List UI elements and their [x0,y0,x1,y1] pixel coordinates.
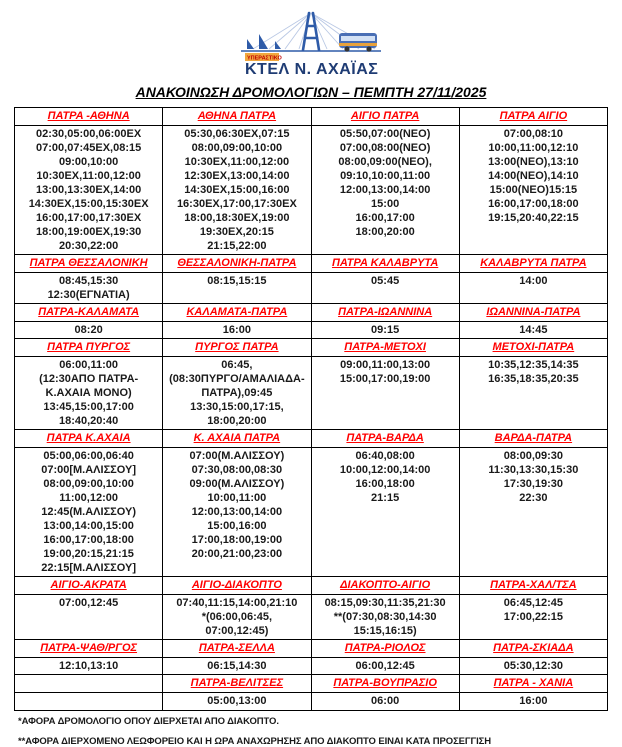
times-cell: 06:00 [311,693,459,711]
table-row [15,675,608,693]
table-row [15,255,608,273]
times-cell: 10:35,12:35,14:35 16:35,18:35,20:35 [459,357,607,430]
route-header-cell: ΑΙΓΙΟ-ΔΙΑΚΟΠΤΟ [163,577,311,595]
schedule-table-body [15,108,608,711]
footnotes [18,716,622,747]
route-header-cell: ΚΑΛΑΒΡΥΤΑ ΠΑΤΡΑ [459,255,607,273]
times-cell: 05:45 [311,273,459,304]
times-cell: 06:45,12:45 17:00,22:15 [459,595,607,640]
times-cell: 05:30,12:30 [459,658,607,675]
schedule-table [14,107,608,711]
times-cell: 02:30,05:00,06:00ΕΧ 07:00,07:45ΕΧ,08:15 09:00,10:00 10:30ΕΧ,11:00,12:00 13:00,13:30ΕΧ,14:00 14:30ΕΧ,15:00,15:30ΕΧ 16:00,17:00,17:30ΕΧ 18:00,19:00ΕΧ,19:30 20:30,22:00 [15,126,163,255]
route-header-cell: ΒΑΡΔΑ-ΠΑΤΡΑ [459,430,607,448]
times-cell: 07:00(Μ.ΑΛΙΣΣΟΥ) 07:30,08:00,08:30 09:00(Μ.ΑΛΙΣΣΟΥ) 10:00,11:00 12:00,13:00,14:00 15:00,16:00 17:00,18:00,19:00 20:00,21:00,23:00 [163,448,311,577]
route-header-cell: ΠΥΡΓΟΣ ΠΑΤΡΑ [163,339,311,357]
times-cell: 06:45, (08:30ΠΥΡΓΟ/ΑΜΑΛΙΑΔΑ- ΠΑΤΡΑ),09:45 13:30,15:00,17:15, 18:00,20:00 [163,357,311,430]
table-row [15,693,608,711]
route-header-cell: ΙΩΑΝΝΙΝΑ-ΠΑΤΡΑ [459,304,607,322]
times-cell: 06:15,14:30 [163,658,311,675]
times-cell: 05:00,13:00 [163,693,311,711]
route-header-cell: ΑΙΓΙΟ-ΑΚΡΑΤΑ [15,577,163,595]
table-row [15,322,608,339]
empty-cell [15,675,163,693]
table-row [15,430,608,448]
route-header-cell: ΠΑΤΡΑ ΠΥΡΓΟΣ [15,339,163,357]
times-cell: 16:00 [163,322,311,339]
times-cell: 12:10,13:10 [15,658,163,675]
route-header-cell: ΠΑΤΡΑ -ΑΘΗΝΑ [15,108,163,126]
times-cell: 07:00,08:10 10:00,11:00,12:10 13:00(ΝΕΟ),13:10 14:00(ΝΕΟ),14:10 15:00(ΝΕΟ)15:15 16:00,17:00,18:00 19:15,20:40,22:15 [459,126,607,255]
table-row [15,357,608,430]
table-row [15,658,608,675]
route-header-cell: ΠΑΤΡΑ-ΣΕΛΛΑ [163,640,311,658]
route-header-cell: ΔΙΑΚΟΠΤΟ-ΑΙΓΙΟ [311,577,459,595]
route-header-cell: ΠΑΤΡΑ-ΒΕΛΙΤΣΕΣ [163,675,311,693]
times-cell: 09:00,11:00,13:00 15:00,17:00,19:00 [311,357,459,430]
route-header-cell: ΚΑΛΑΜΑΤΑ-ΠΑΤΡΑ [163,304,311,322]
empty-cell [15,693,163,711]
times-cell: 08:00,09:30 11:30,13:30,15:30 17:30,19:30 22:30 [459,448,607,577]
route-header-cell: ΠΑΤΡΑ-ΒΟΥΠΡΑΣΙΟ [311,675,459,693]
route-header-cell: ΠΑΤΡΑ-ΡΙΟΛΟΣ [311,640,459,658]
table-row [15,339,608,357]
times-cell: 05:30,06:30ΕΧ,07:15 08:00,09:00,10:00 10:30ΕΧ,11:00,12:00 12:30ΕΧ,13:00,14:00 14:30ΕΧ,15:00,16:00 16:30ΕΧ,17:00,17:30ΕΧ 18:00,18:30ΕΧ,19:00 19:30ΕΧ,20:15 21:15,22:00 [163,126,311,255]
route-header-cell: ΘΕΣΣΑΛΟΝΙΚΗ-ΠΑΤΡΑ [163,255,311,273]
table-row [15,126,608,255]
times-cell: 08:15,09:30,11:35,21:30 **(07:30,08:30,14:30 15:15,16:15) [311,595,459,640]
route-header-cell: ΠΑΤΡΑ-ΧΑΛ/ΤΣΑ [459,577,607,595]
table-row [15,640,608,658]
times-cell: 08:15,15:15 [163,273,311,304]
route-header-cell: ΠΑΤΡΑ-ΨΑΘ/ΡΓΟΣ [15,640,163,658]
page-title-text: ΑΝΑΚΟΙΝΩΣΗ ΔΡΟΜΟΛΟΓΙΩΝ – ΠΕΜΠΤΗ 27/11/2025 [135,84,487,100]
times-cell: 06:00,11:00 (12:30ΑΠΟ ΠΑΤΡΑ- Κ.ΑΧΑΙΑ ΜΟΝΟ) 13:45,15:00,17:00 18:40,20:40 [15,357,163,430]
times-cell: 07:40,11:15,14:00,21:10 *(06:00,06:45, 07:00,12:45) [163,595,311,640]
table-row [15,595,608,640]
times-cell: 06:40,08:00 10:00,12:00,14:00 16:00,18:00 21:15 [311,448,459,577]
route-header-cell: ΠΑΤΡΑ ΑΙΓΙΟ [459,108,607,126]
route-header-cell: ΠΑΤΡΑ-ΣΚΙΑΔΑ [459,640,607,658]
route-header-cell: ΠΑΤΡΑ-ΙΩΑΝΝΙΝΑ [311,304,459,322]
route-header-cell: ΑΙΓΙΟ ΠΑΤΡΑ [311,108,459,126]
times-cell: 16:00 [459,693,607,711]
route-header-cell: Κ. ΑΧΑΙΑ ΠΑΤΡΑ [163,430,311,448]
route-header-cell: ΠΑΤΡΑ-ΒΑΡΔΑ [311,430,459,448]
company-logo [0,0,622,76]
times-cell: 06:00,12:45 [311,658,459,675]
table-row [15,577,608,595]
times-cell: 05:00,06:00,06:40 07:00[Μ.ΑΛΙΣΣΟΥ] 08:00,09:00,10:00 11:00,12:00 12:45(Μ.ΑΛΙΣΣΟΥ) 13:00,14:00,15:00 16:00,17:00,18:00 19:00,20:15,21:15 22:15[Μ.ΑΛΙΣΣΟΥ] [15,448,163,577]
route-header-cell: ΠΑΤΡΑ-ΚΑΛΑΜΑΤΑ [15,304,163,322]
bridge-bus-logo-icon [235,8,387,76]
route-header-cell: ΠΑΤΡΑ - ΧΑΝΙΑ [459,675,607,693]
times-cell: 08:20 [15,322,163,339]
table-row [15,108,608,126]
route-header-cell: ΠΑΤΡΑ Κ.ΑΧΑΙΑ [15,430,163,448]
times-cell: 14:45 [459,322,607,339]
footnote-diakopto: *ΑΦΟΡΑ ΔΡΟΜΟΛΟΓΙΟ ΟΠΟΥ ΔΙΕΡΧΕΤΑΙ ΑΠΟ ΔΙΑΚΟΠΤΟ. [18,716,279,727]
table-row [15,273,608,304]
route-header-cell: ΑΘΗΝΑ ΠΑΤΡΑ [163,108,311,126]
route-header-cell: ΠΑΤΡΑ-ΜΕΤΟΧΙ [311,339,459,357]
footnote-passing-bus: **ΑΦΟΡΑ ΔΙΕΡΧΟΜΕΝΟ ΛΕΩΦΟΡΕΙΟ ΚΑΙ Η ΩΡΑ ΑΝΑΧΩΡΗΣΗΣ ΑΠΟ ΔΙΑΚΟΠΤΟ ΕΙΝΑΙ ΚΑΤΑ ΠΡΟΣΕΓΓΙΣΗ [18,736,492,747]
times-cell: 09:15 [311,322,459,339]
route-header-cell: ΜΕΤΟΧΙ-ΠΑΤΡΑ [459,339,607,357]
logo-top-text: ΥΠΕΡΑΣΤΙΚΟ [247,55,282,62]
route-header-cell: ΠΑΤΡΑ ΘΕΣΣΑΛΟΝΙΚΗ [15,255,163,273]
logo-company-name: ΚΤΕΛ Ν. ΑΧΑΪΑΣ [245,61,379,76]
route-header-cell: ΠΑΤΡΑ ΚΑΛΑΒΡΥΤΑ [311,255,459,273]
times-cell: 14:00 [459,273,607,304]
times-cell: 05:50,07:00(ΝΕΟ) 07:00,08:00(ΝΕΟ) 08:00,09:00(ΝΕΟ), 09:10,10:00,11:00 12:00,13:00,14:00 15:00 16:00,17:00 18:00,20:00 [311,126,459,255]
table-row [15,448,608,577]
table-row [15,304,608,322]
times-cell: 07:00,12:45 [15,595,163,640]
page-title [0,84,622,100]
times-cell: 08:45,15:30 12:30(ΕΓΝΑΤΙΑ) [15,273,163,304]
